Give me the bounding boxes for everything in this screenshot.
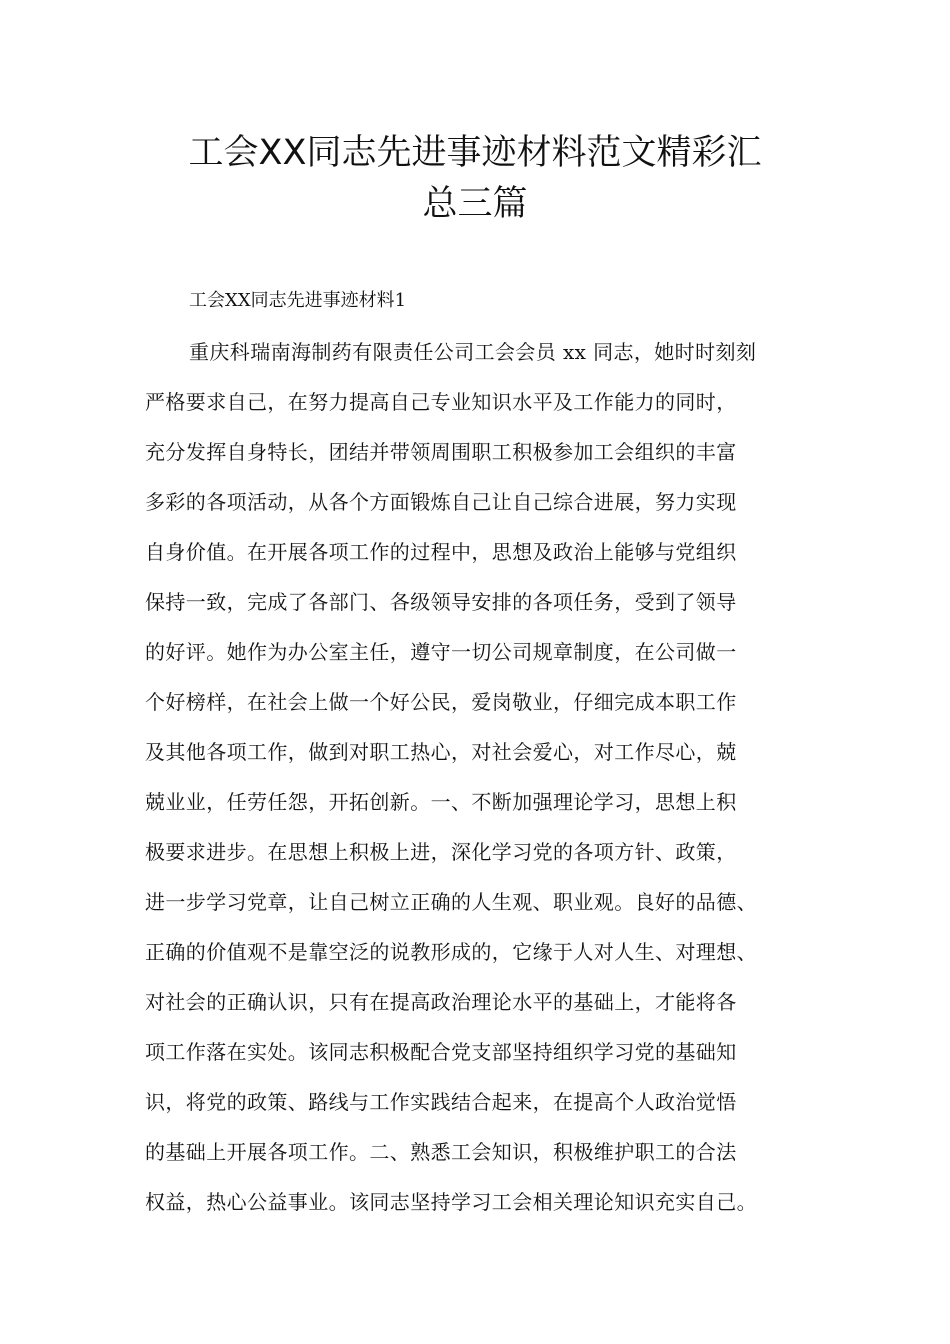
body-line: 项工作落在实处。该同志积极配合党支部坚持组织学习党的基础知: [145, 1040, 737, 1064]
document-title: [100, 128, 850, 230]
body-line: 识，将党的政策、路线与工作实践结合起来，在提高个人政治觉悟: [145, 1090, 737, 1114]
body-line: 严格要求自己，在努力提高自己专业知识水平及工作能力的同时，: [145, 390, 737, 414]
body-line: 兢业业，任劳任怨，开拓创新。一、不断加强理论学习，思想上积: [145, 790, 737, 814]
body-line: 个好榜样，在社会上做一个好公民，爱岗敬业，仔细完成本职工作: [145, 690, 737, 714]
body-line: 对社会的正确认识，只有在提高政治理论水平的基础上，才能将各: [145, 990, 737, 1014]
body-line: 充分发挥自身特长，团结并带领周围职工积极参加工会组织的丰富: [145, 440, 737, 464]
body-line: 正确的价值观不是靠空泛的说教形成的，它缘于人对人生、对理想、: [145, 940, 757, 964]
body-line: 的基础上开展各项工作。二、熟悉工会知识，积极维护职工的合法: [145, 1140, 737, 1164]
body-line: 重庆科瑞南海制药有限责任公司工会会员 xx 同志，她时时刻刻: [189, 340, 757, 364]
body-line: 多彩的各项活动，从各个方面锻炼自己让自己综合进展，努力实现: [145, 490, 737, 514]
body-line: 的好评。她作为办公室主任，遵守一切公司规章制度，在公司做一: [145, 640, 737, 664]
body-line: 保持一致，完成了各部门、各级领导安排的各项任务，受到了领导: [145, 590, 737, 614]
title-line-2: 总三篇: [422, 184, 528, 224]
title-line-1: 工会XX同志先进事迹材料范文精彩汇: [188, 133, 762, 173]
body-line: 极要求进步。在思想上积极上进，深化学习党的各项方针、政策，: [145, 840, 737, 864]
body-line: 自身价值。在开展各项工作的过程中，思想及政治上能够与党组织: [145, 540, 737, 564]
body-paragraph: [145, 336, 835, 1236]
body-line: 权益，热心公益事业。该同志坚持学习工会相关理论知识充实自己。: [145, 1190, 757, 1214]
body-line: 进一步学习党章，让自己树立正确的人生观、职业观。良好的品德、: [145, 890, 757, 914]
body-line: 及其他各项工作，做到对职工热心，对社会爱心，对工作尽心，兢: [145, 740, 737, 764]
section-heading: 工会XX同志先进事迹材料1: [189, 290, 407, 311]
